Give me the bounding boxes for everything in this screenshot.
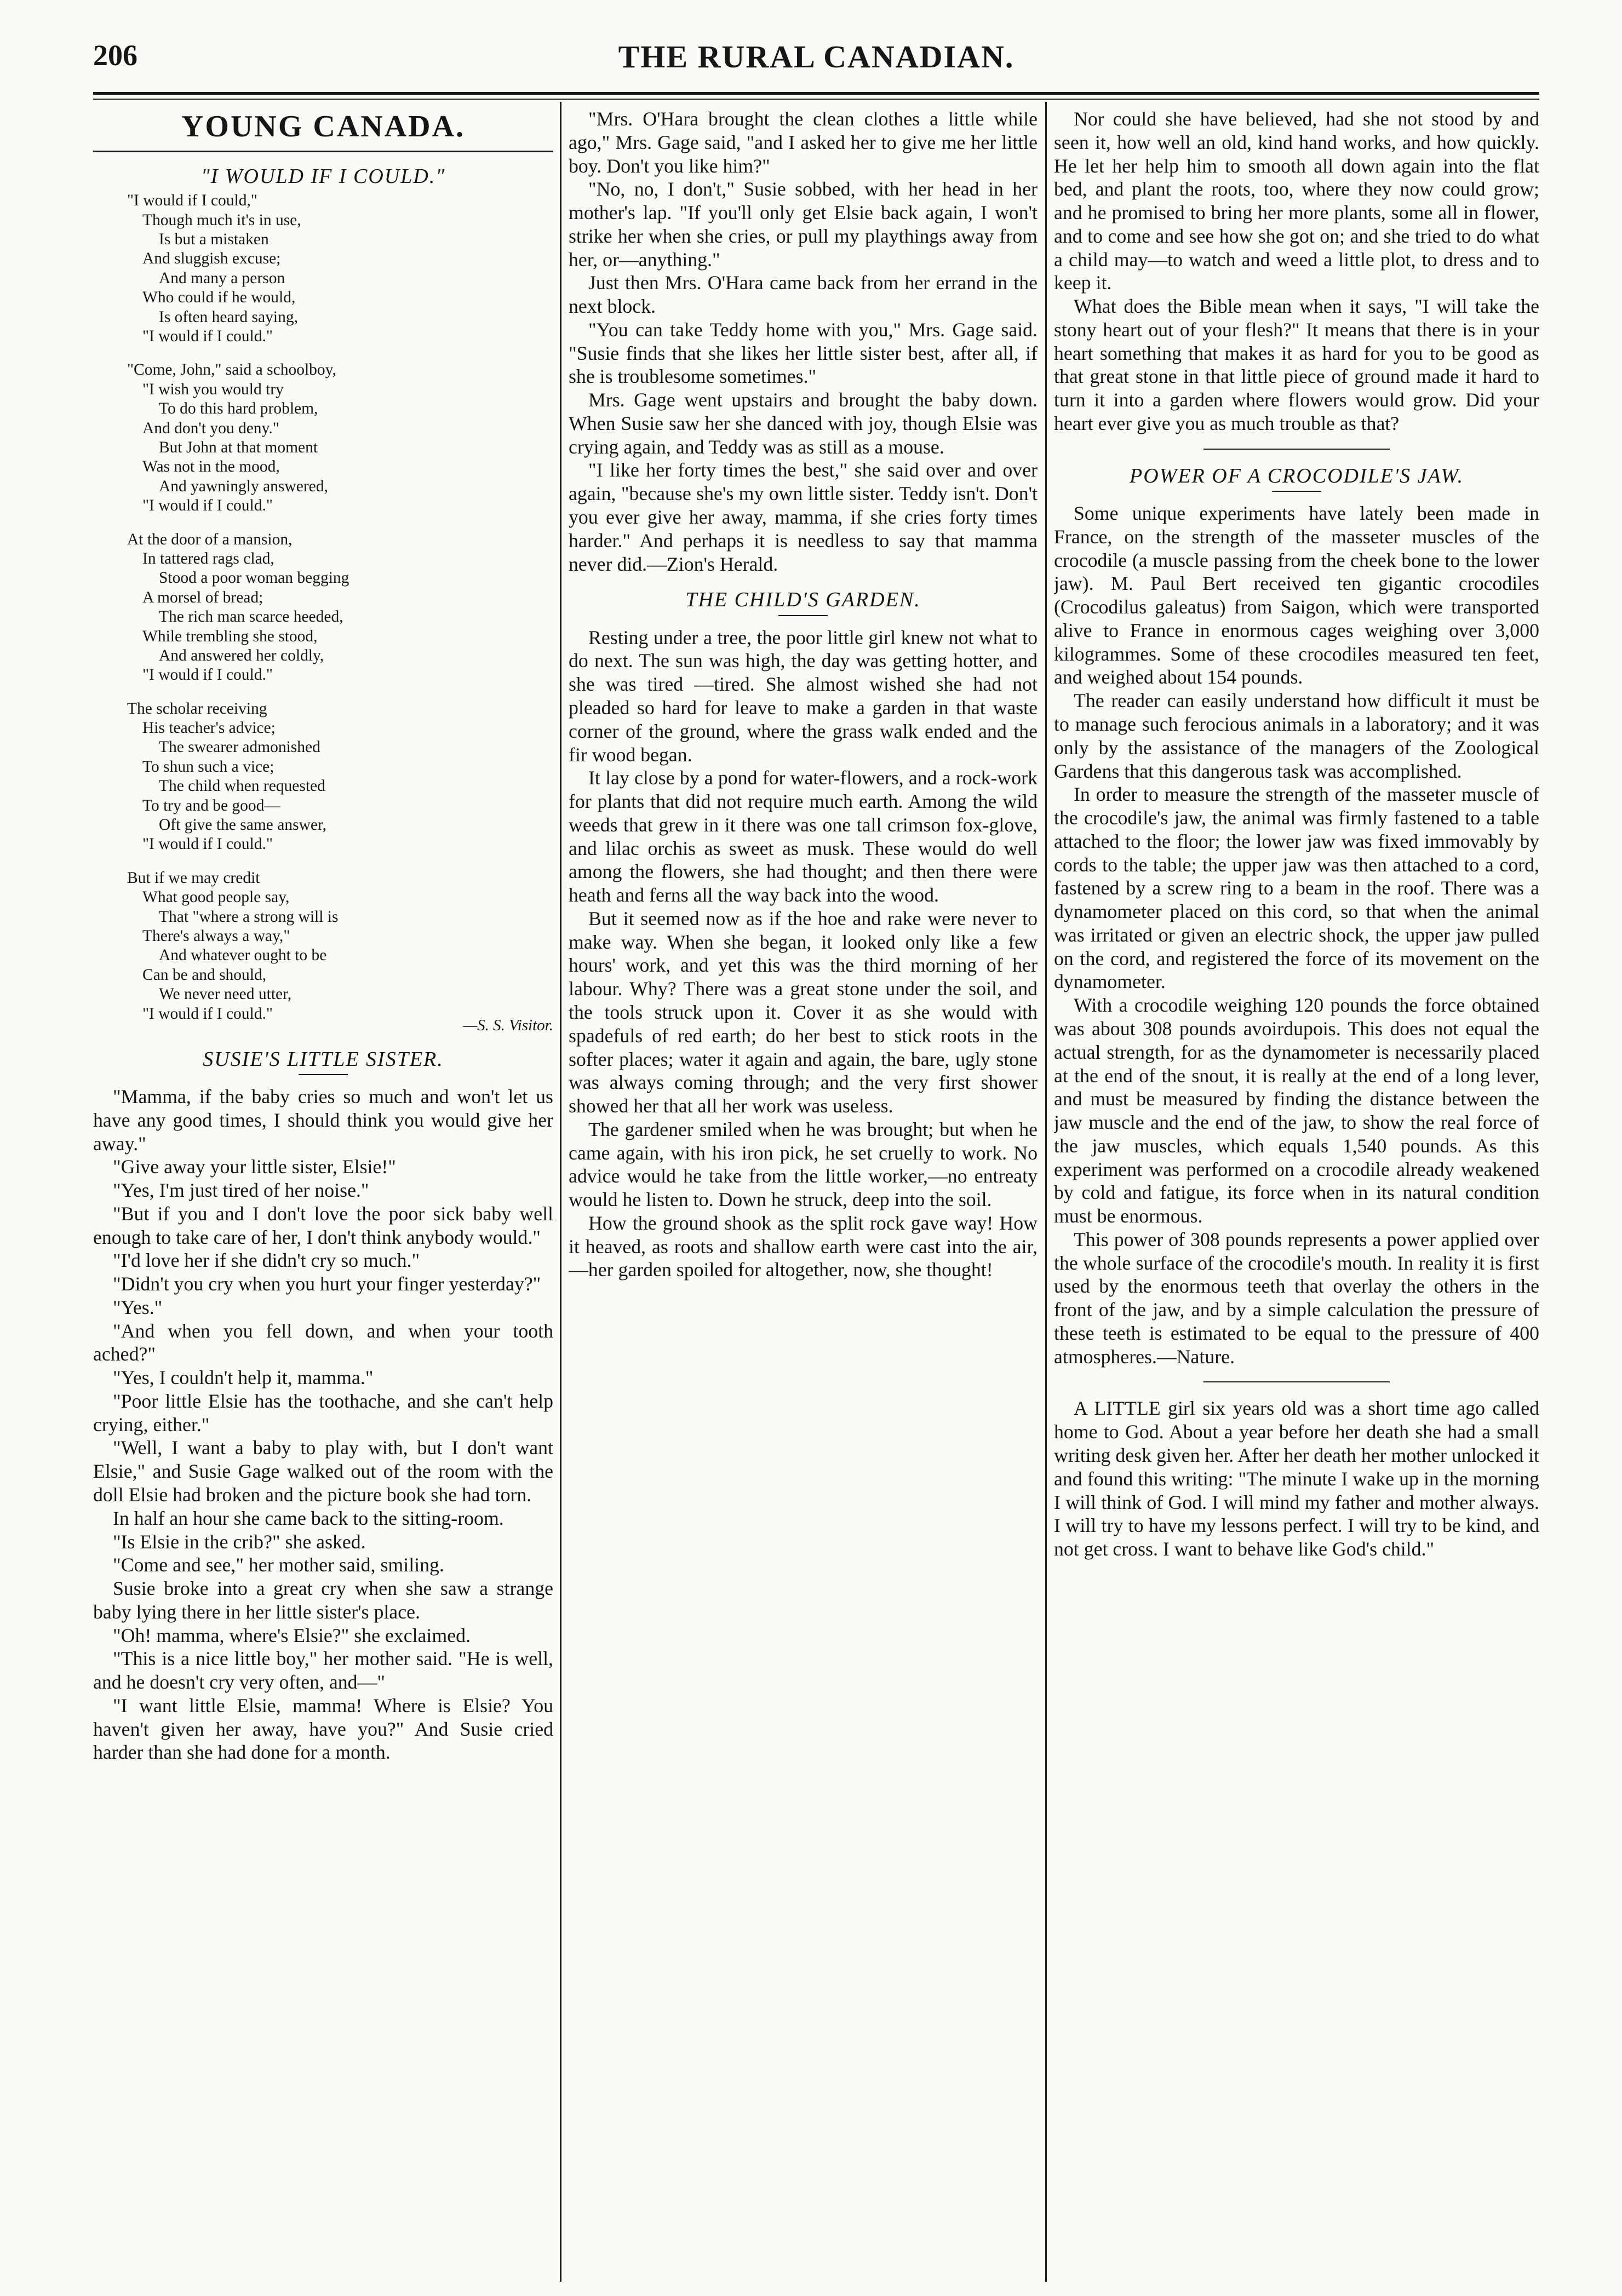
paragraph: "I want little Elsie, mamma! Where is Elsie? You haven't given her away, have you?" And Susie cried harder than she had done for a month. bbox=[93, 1694, 553, 1764]
poem-credit: —S. S. Visitor. bbox=[463, 1016, 553, 1034]
paragraph: Nor could she have believed, had she not stood by and seen it, how well an old, kind hand works, and how quickly. He let her help him to smooth all down again into the flat bed, and plant the roots, too, where they now could grow; and he promised to bring her more plants, some all in flower, and to come and see how she got on; and she tried to do what a child may—to watch and weed a little plot, to dress and to keep it. bbox=[1054, 108, 1539, 294]
newspaper-title: THE RURAL CANADIAN. bbox=[618, 39, 1015, 74]
poem-line: And whatever ought to be bbox=[159, 946, 327, 965]
poem-line: And sluggish excuse; bbox=[142, 250, 281, 268]
poem-line: "I would if I could." bbox=[142, 328, 273, 346]
header-rule-thick bbox=[93, 92, 1539, 95]
poem-line: And don't you deny." bbox=[142, 419, 279, 437]
article-body-garden-continued bbox=[1054, 107, 1539, 435]
paragraph: "I'd love her if she didn't cry so much." bbox=[113, 1249, 420, 1272]
poem-line: While trembling she stood, bbox=[142, 627, 318, 645]
paragraph: Some unique experiments have lately been made in France, on the strength of the masseter muscles of the crocodile (a muscle passing from the cheek bone to the lower jaw). M. Paul Bert received ten gigantic crocodiles (Crocodilus galeatus) from Saigon, which were transported alive to France in enormous cages weighing over 3,000 kilogrammes. Some of these crocodiles measured ten feet, and weighed about 154 pounds. bbox=[1054, 502, 1539, 688]
paragraph: "Yes." bbox=[113, 1296, 163, 1318]
poem-line: In tattered rags clad, bbox=[142, 549, 274, 567]
article-body-crocodile bbox=[1054, 502, 1539, 1368]
paragraph: "Come and see," her mother said, smiling. bbox=[113, 1554, 444, 1576]
poem-line: To do this hard problem, bbox=[159, 400, 318, 418]
poem-line: The swearer admonished bbox=[159, 738, 320, 756]
paragraph: With a crocodile weighing 120 pounds the force obtained was about 308 pounds avoirdupois. This does not equal the actual strength, for as the dynamometer is necessarily placed at the end of the snout, it is really at the end of a long lever, and must be measured by finding the distance between the jaw muscle and the end of the jaw, to show the real force of the jaw muscles, which equals 1,540 pounds. As this experiment was performed on a crocodile already weakened by cold and fatigue, its force when in its natural condition must be enormous. bbox=[1054, 994, 1539, 1227]
paragraph: How the ground shook as the split rock gave way! How it heaved, as roots and shallow earth were cast into the air,—her garden spoiled for altogether, now, she thought! bbox=[569, 1212, 1038, 1281]
paragraph: In order to measure the strength of the masseter muscle of the crocodile's jaw, the animal was firmly fastened to a table attached to the floor; the lower jaw was fixed immovably by cords to the table; the upper jaw was then attached to a cord, fastened by a screw ring to a beam in the roof. There was a dynamometer placed on this cord, so that when the animal was irritated or given an electric shock, the upper jaw pulled on the cord, and registered the force of its movement on the dynamometer. bbox=[1054, 783, 1539, 993]
paragraph: "Poor little Elsie has the toothache, and she can't help crying, either." bbox=[93, 1390, 553, 1436]
poem-line: And many a person bbox=[159, 269, 285, 287]
poem-line: "I would if I could." bbox=[142, 835, 273, 853]
poem-stanza bbox=[127, 699, 553, 854]
paragraph: The reader can easily understand how difficult it must be to manage such ferocious animals in a laboratory; and it was only by the assistance of the managers of the Zoological Gardens that this dangerous task was accomplished. bbox=[1054, 690, 1539, 782]
header-rule-thin bbox=[93, 99, 1539, 100]
paragraph: "Well, I want a baby to play with, but I don't want Elsie," and Susie Gage walked out of the room with the doll Elsie had broken and the picture book she had torn. bbox=[93, 1437, 553, 1506]
paragraph: Susie broke into a great cry when she saw a strange baby lying there in her little sister's place. bbox=[93, 1577, 553, 1623]
poem-line: A morsel of bread; bbox=[142, 588, 263, 606]
paragraph: "I like her forty times the best," she said over and over again, "because she's my own little sister. Teddy isn't. Don't you ever give her away, mamma, if she cries forty times harder." And perhaps it is needless to say that mamma never did.—Zion's Herald. bbox=[569, 459, 1038, 575]
poem-line: The child when requested bbox=[159, 777, 325, 795]
poem-line: The scholar receiving bbox=[127, 699, 267, 718]
poem-stanza bbox=[127, 191, 553, 346]
poem-line: Is but a mistaken bbox=[159, 231, 269, 249]
paragraph: "No, no, I don't," Susie sobbed, with her head in her mother's lap. "If you'll only get Elsie back again, I won't strike her when she cries, or pull my playthings away from her, or—anything." bbox=[569, 178, 1038, 271]
paragraph: What does the Bible mean when it says, "I will take the stony heart out of your flesh?" It means that there is in your heart something that makes it as hard for you to be good as that great stone in that little piece of ground made it hard to turn it into a garden where flowers would grow. Did your heart ever give you as much trouble as that? bbox=[1054, 295, 1539, 434]
poem-line: At the door of a mansion, bbox=[127, 530, 293, 548]
poem-line: The rich man scarce heeded, bbox=[159, 608, 343, 626]
paragraph: "Didn't you cry when you hurt your finger yesterday?" bbox=[113, 1273, 541, 1295]
poem-stanza bbox=[127, 530, 553, 685]
paragraph: Resting under a tree, the poor little girl knew not what to do next. The sun was high, the day was getting hotter, and she was tired —tired. She almost wished she had not pleaded so hard for leave to make a garden in that waste corner of the ground, where the grass walk ended and the fir wood began. bbox=[569, 626, 1038, 766]
article-title-crocodile: POWER OF A CROCODILE'S JAW. bbox=[1130, 464, 1464, 487]
title-rule bbox=[299, 1074, 348, 1075]
poem-line: To try and be good— bbox=[142, 796, 280, 814]
poem-line: And answered her coldly, bbox=[159, 646, 324, 664]
poem-line: Stood a poor woman begging bbox=[159, 569, 349, 587]
poem-line: But if we may credit bbox=[127, 869, 260, 887]
poem-line: "I would if I could." bbox=[142, 1005, 273, 1023]
poem-line: We never need utter, bbox=[159, 985, 292, 1003]
title-rule bbox=[1272, 491, 1321, 492]
poem-line: "I would if I could," bbox=[127, 192, 257, 210]
paragraph: Just then Mrs. O'Hara came back from her errand in the next block. bbox=[569, 272, 1038, 318]
poem-title: "I WOULD IF I COULD." bbox=[200, 164, 446, 188]
paragraph: "Yes, I'm just tired of her noise." bbox=[113, 1179, 369, 1202]
paragraph: "Yes, I couldn't help it, mamma." bbox=[113, 1367, 374, 1389]
column-3 bbox=[1054, 107, 1539, 2276]
section-rule bbox=[1203, 449, 1390, 450]
article-body-little-girl bbox=[1054, 1397, 1539, 1560]
poem-line: Oft give the same answer, bbox=[159, 816, 327, 834]
column-1 bbox=[93, 107, 553, 2276]
poem-line: That "where a strong will is bbox=[159, 908, 339, 926]
column-divider bbox=[1045, 102, 1047, 2282]
section-rule bbox=[1203, 1381, 1390, 1382]
title-rule bbox=[778, 615, 828, 616]
page-number: 206 bbox=[93, 39, 137, 72]
article-title-susie: SUSIE'S LITTLE SISTER. bbox=[203, 1047, 444, 1071]
poem-line: "I wish you would try bbox=[142, 380, 284, 398]
paragraph: "Oh! mamma, where's Elsie?" she exclaimed. bbox=[113, 1624, 471, 1646]
poem-line: "I would if I could." bbox=[142, 666, 273, 684]
poem-stanza bbox=[127, 360, 553, 515]
column-2 bbox=[569, 107, 1038, 2276]
poem-line: To shun such a vice; bbox=[142, 757, 274, 776]
department-rule bbox=[93, 151, 553, 152]
page-header bbox=[93, 38, 1539, 88]
article-body-susie bbox=[93, 1085, 553, 1764]
paragraph: "Mamma, if the baby cries so much and won't let us have any good times, I should think you would give her away." bbox=[93, 1085, 553, 1155]
paragraph: "Mrs. O'Hara brought the clean clothes a little while ago," Mrs. Gage said, "and I asked her to give me her little boy. Don't you like him?" bbox=[569, 108, 1038, 177]
paragraph: "Is Elsie in the crib?" she asked. bbox=[113, 1530, 366, 1553]
paragraph: "You can take Teddy home with you," Mrs. Gage said. "Susie finds that she likes her little sister best, after all, if she is troublesome sometimes." bbox=[569, 318, 1038, 388]
paragraph: But it seemed now as if the hoe and rake were never to make way. When she began, it looked only like a few hours' work, and yet this was the third morning of her labour. Why? There was a great stone under the soil, and the tools struck upon it. Cover it as she would with spadefuls of red earth; do her best to stick roots in the softer places; water it again and again, the bare, ugly stone was always coming through; and the very first shower showed her that all her work was useless. bbox=[569, 907, 1038, 1117]
paragraph: Mrs. Gage went upstairs and brought the baby down. When Susie saw her she danced with joy, though Elsie was crying again, and Teddy was as still as a mouse. bbox=[569, 389, 1038, 458]
poem-line: Who could if he would, bbox=[142, 289, 296, 307]
paragraph: In half an hour she came back to the sitting-room. bbox=[113, 1507, 504, 1529]
paragraph: "And when you fell down, and when your tooth ached?" bbox=[93, 1319, 553, 1365]
poem-line: But John at that moment bbox=[159, 439, 318, 456]
poem-line: There's always a way," bbox=[142, 927, 290, 945]
paragraph: The gardener smiled when he was brought; but when he came again, with his iron pick, he set cruelly to work. No advice would he take from the little worker,—no entreaty would he listen to. Down he struck, deep into the soil. bbox=[569, 1118, 1038, 1211]
poem-line: His teacher's advice; bbox=[142, 719, 276, 737]
article-title-garden: THE CHILD'S GARDEN. bbox=[685, 588, 921, 612]
poem-line: "Come, John," said a schoolboy, bbox=[127, 361, 336, 379]
paragraph: "This is a nice little boy," her mother said. "He is well, and he doesn't cry very often, and—" bbox=[93, 1648, 553, 1694]
poem-line: Was not in the mood, bbox=[142, 458, 280, 476]
paragraph: It lay close by a pond for water-flowers, and a rock-work for plants that did not require much earth. Among the wild weeds that grew in it there was one tall crimson fox-glove, and lilac orchis as sweet as musk. These would do well among the flowers, she had thought; and then there were heath and ferns all the way back into the wood. bbox=[569, 767, 1038, 906]
article-body-susie-continued bbox=[569, 107, 1038, 576]
poem-line: And yawningly answered, bbox=[159, 477, 328, 495]
paragraph: "Give away your little sister, Elsie!" bbox=[113, 1156, 396, 1178]
poem-line: What good people say, bbox=[142, 888, 290, 906]
poem bbox=[127, 191, 553, 1024]
poem-line: Though much it's in use, bbox=[142, 211, 301, 229]
poem-line: Is often heard saying, bbox=[159, 308, 298, 326]
paragraph: This power of 308 pounds represents a power applied over the whole surface of the crocodile's mouth. In reality it is first used by the enormous teeth that overlay the others in the front of the jaw, and by a simple calculation the pressure of these teeth is estimated to be equal to the pressure of 400 atmospheres.—Nature. bbox=[1054, 1228, 1539, 1368]
paragraph: "But if you and I don't love the poor sick baby well enough to take care of her, I don't think anybody would." bbox=[93, 1202, 553, 1248]
article-body-garden bbox=[569, 626, 1038, 1282]
column-divider bbox=[560, 102, 561, 2282]
poem-line: "I would if I could." bbox=[142, 497, 273, 515]
paragraph: A LITTLE girl six years old was a short time ago called home to God. About a year before her death she had a small writing desk given her. After her death her mother unlocked it and found this writing: "The minute I wake up in the morning I will think of God. I will mind my father and mother always. I will try to have my lessons perfect. I will try to be kind, and not get cross. I want to behave like God's child." bbox=[1054, 1397, 1539, 1560]
department-heading: YOUNG CANADA. bbox=[181, 110, 466, 144]
poem-line: Can be and should, bbox=[142, 966, 267, 984]
poem-stanza bbox=[127, 869, 553, 1024]
